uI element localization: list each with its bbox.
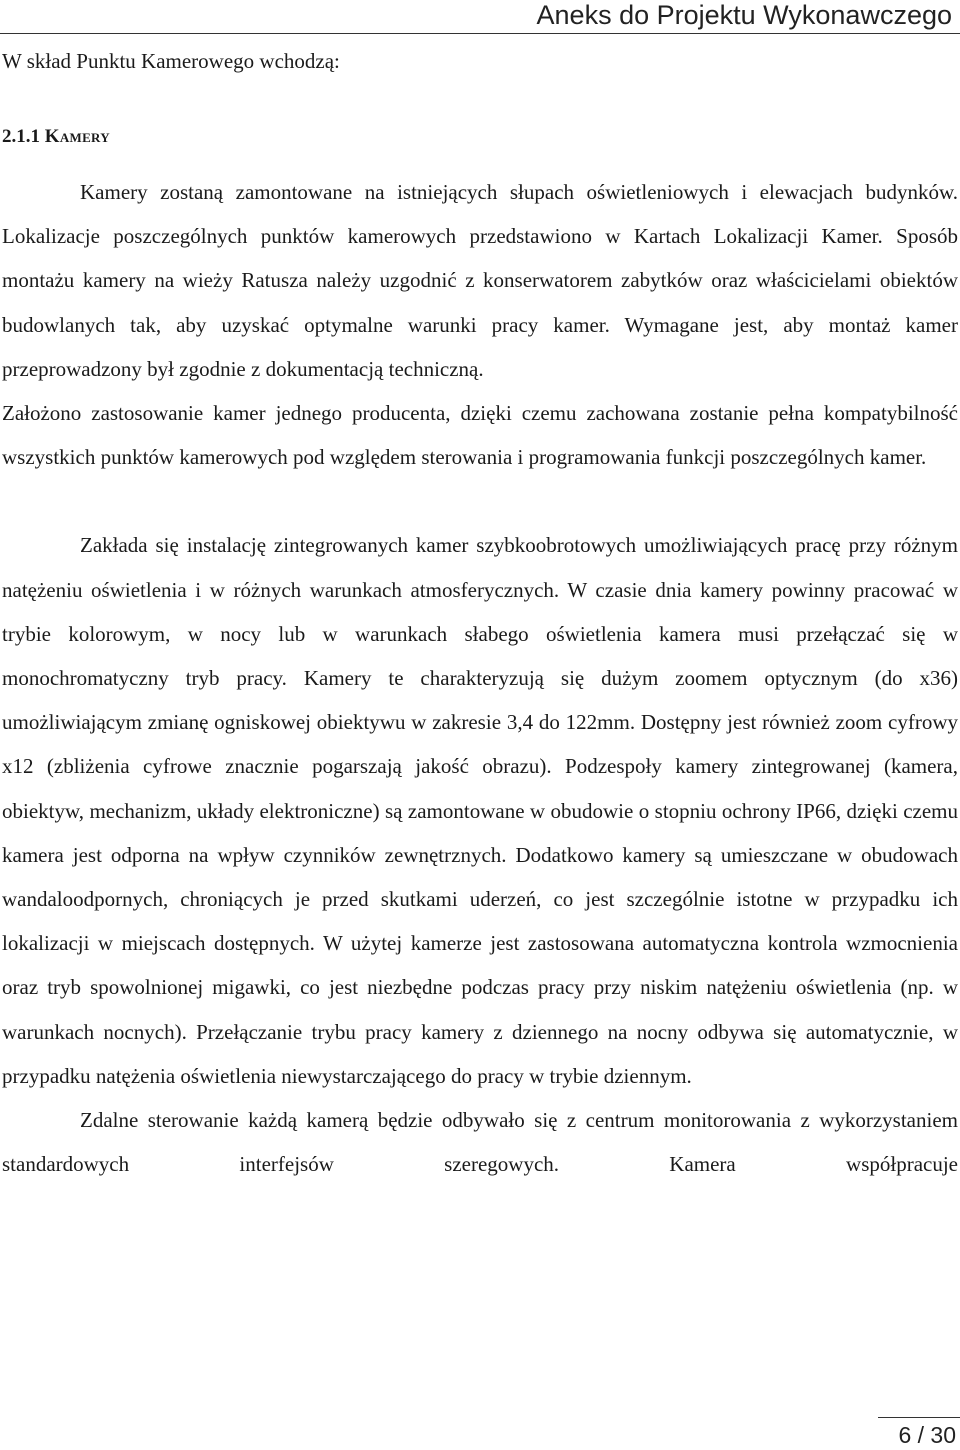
header-divider bbox=[0, 33, 960, 34]
body-content bbox=[2, 170, 958, 1186]
paragraph-camera-specs: Zakłada się instalację zintegrowanych kamer szybkoobrotowych umożliwiających pracę przy różnym natężeniu oświetlenia i w różnych warunkach atmosferycznych. W czasie dnia kamery powinny pracować w trybie kolorowym, w nocy lub w warunkach słabego oświetlenia kamera musi przełączać się w monochromatyczny tryb pracy. Kamery te charakteryzują się dużym zoomem optycznym (do x36) umożliwiającym zmianę ogniskowej obiektywu w zakresie 3,4 do 122mm. Dostępny jest również zoom cyfrowy x12 (zbliżenia cyfrowe znacznie pogarszają jakość obrazu). Podzespoły kamery zintegrowanej (kamera, obiektyw, mechanizm, układy elektroniczne) są zamontowane w obudowie o stopniu ochrony IP66, dzięki czemu kamera jest odporna na wpływ czynników zewnętrznych. Dodatkowo kamery są umieszczane w obudowach wandaloodpornych, chroniących je przed skutkami uderzeń, co jest szczególnie istotne w przypadku ich lokalizacji w miejscach dostępnych. W użytej kamerze jest zastosowana automatyczna kontrola wzmocnienia oraz tryb spowolnionej migawki, co jest niezbędne podczas pracy przy niskim natężeniu oświetlenia (np. w warunkach nocnych). Przełączanie trybu pracy kamery z dziennego na nocny odbywa się automatycznie, w przypadku natężenia oświetlenia niewystarczającego do pracy w trybie dziennym. bbox=[2, 533, 958, 1088]
page-number: 6 / 30 bbox=[898, 1422, 956, 1448]
paragraph-single-producer: Założono zastosowanie kamer jednego producenta, dzięki czemu zachowana zostanie pełna kompatybilność wszystkich punktów kamerowych pod względem sterowania i programowania funkcji poszczególnych kamer. bbox=[2, 401, 958, 470]
paragraph-camera-mounting: Kamery zostaną zamontowane na istniejących słupach oświetleniowych i elewacjach budynków. Lokalizacje poszczególnych punktów kamerowych przedstawiono w Kartach Lokalizacji Kamer. Sposób montażu kamery na wieży Ratusza należy uzgodnić z konserwatorem zabytków oraz właścicielami obiektów budowlanych tak, aby uzyskać optymalne warunki pracy kamer. Wymagane jest, aby montaż kamer przeprowadzony był zgodnie z dokumentacją techniczną. bbox=[2, 180, 958, 381]
section-number: 2.1.1 bbox=[2, 126, 40, 147]
section-heading bbox=[2, 124, 110, 150]
section-title: Kamery bbox=[44, 126, 110, 147]
footer-divider bbox=[878, 1417, 960, 1418]
paragraph-remote-control: Zdalne sterowanie każdą kamerą będzie odbywało się z centrum monitorowania z wykorzystaniem standardowych interfejsów szeregowych. Kamera współpracuje bbox=[2, 1108, 958, 1177]
document-header-title: Aneks do Projektu Wykonawczego bbox=[536, 0, 952, 30]
intro-text: W skład Punktu Kamerowego wchodzą: bbox=[2, 49, 340, 73]
